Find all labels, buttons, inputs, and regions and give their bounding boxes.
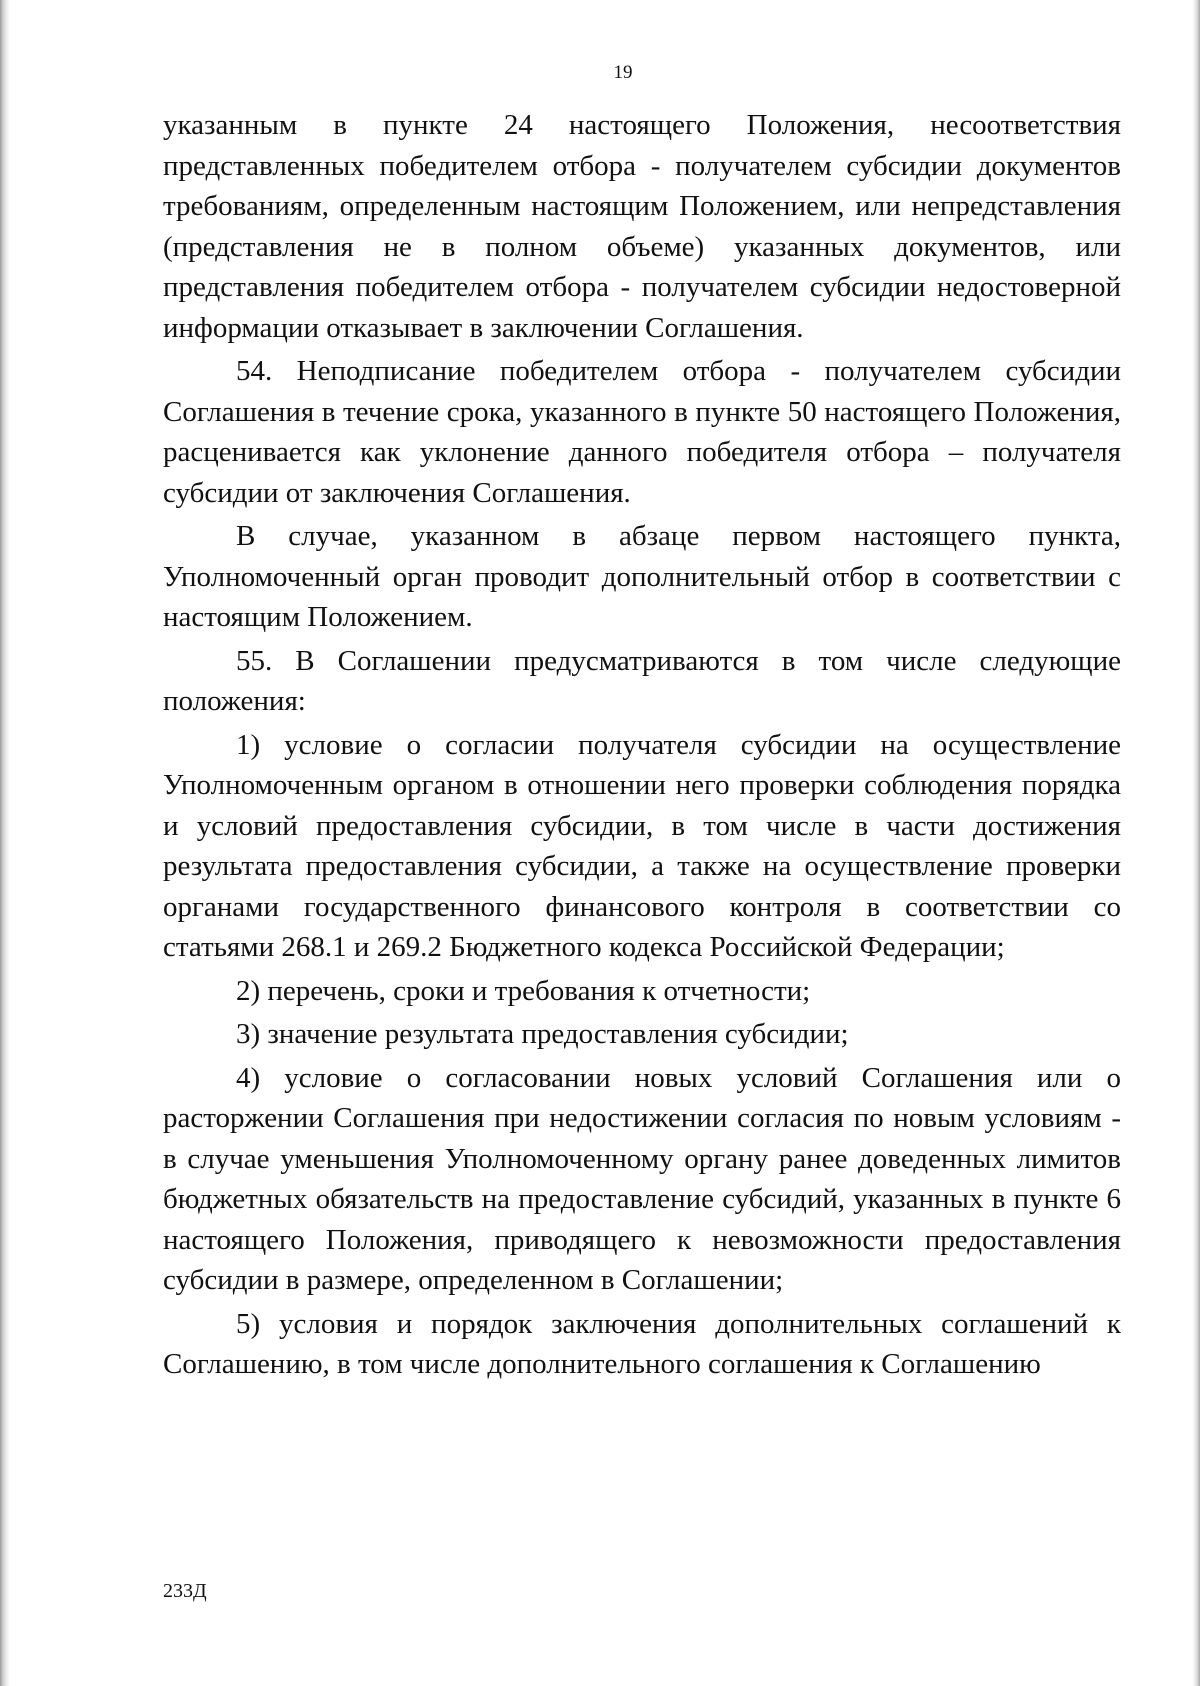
list-item-4: 4) условие о согласовании новых условий Соглашения или о расторжении Соглашения при недостижении согласия по новым условиям - в случае уменьшения Уполномоченному органу ранее доведенных лимитов бюджетных обязательств на предоставление субсидий, указанных в пункте 6 настоящего Положения, приводящего к невозможности предоставления субсидии в размере, определенном в Соглашении; [163, 1061, 1121, 1296]
document-code: 233Д [163, 1580, 207, 1602]
list-item-2: 2) перечень, сроки и требования к отчетности; [236, 974, 811, 1007]
paragraph-54-second: В случае, указанном в абзаце первом настоящего пункта, Уполномоченный орган проводит дополнительный отбор в соответствии с настоящим Положением. [163, 520, 1121, 633]
list-item-3: 3) значение результата предоставления субсидии; [236, 1018, 849, 1050]
list-item-5: 5) условия и порядок заключения дополнительных соглашений к Соглашению, в том числе дополнительного соглашения к Соглашению [163, 1307, 1121, 1380]
page-number: 19 [613, 62, 633, 83]
paragraph-continuation: указанным в пункте 24 настоящего Положения, несоответствия представленных победителем отбора - получателем субсидии документов требованиям, определенным настоящим Положением, или непредставления (представления не в полном объеме) указанных документов, или представления победителем отбора - получателем субсидии недостоверной информации отказывает в заключении Соглашения. [163, 109, 1121, 344]
paragraph-54: 54. Неподписание победителем отбора - получателем субсидии Соглашения в течение срока, указанного в пункте 50 настоящего Положения, расценивается как уклонение данного победителя отбора – получателя субсидии от заключения Соглашения. [163, 355, 1121, 509]
document-body [163, 105, 1121, 1385]
paragraph-55: 55. В Соглашении предусматриваются в том числе следующие положения: [163, 644, 1121, 717]
scan-edge-left [0, 0, 10, 1686]
scan-edge-right [1192, 0, 1200, 1686]
list-item-1: 1) условие о согласии получателя субсидии на осуществление Уполномоченным органом в отношении него проверки соблюдения порядка и условий предоставления субсидии, в том числе в части достижения результата предоставления субсидии, а также на осуществление проверки органами государственного финансового контроля в соответствии со статьями 268.1 и 269.2 Бюджетного кодекса Российской Федерации; [163, 728, 1121, 963]
